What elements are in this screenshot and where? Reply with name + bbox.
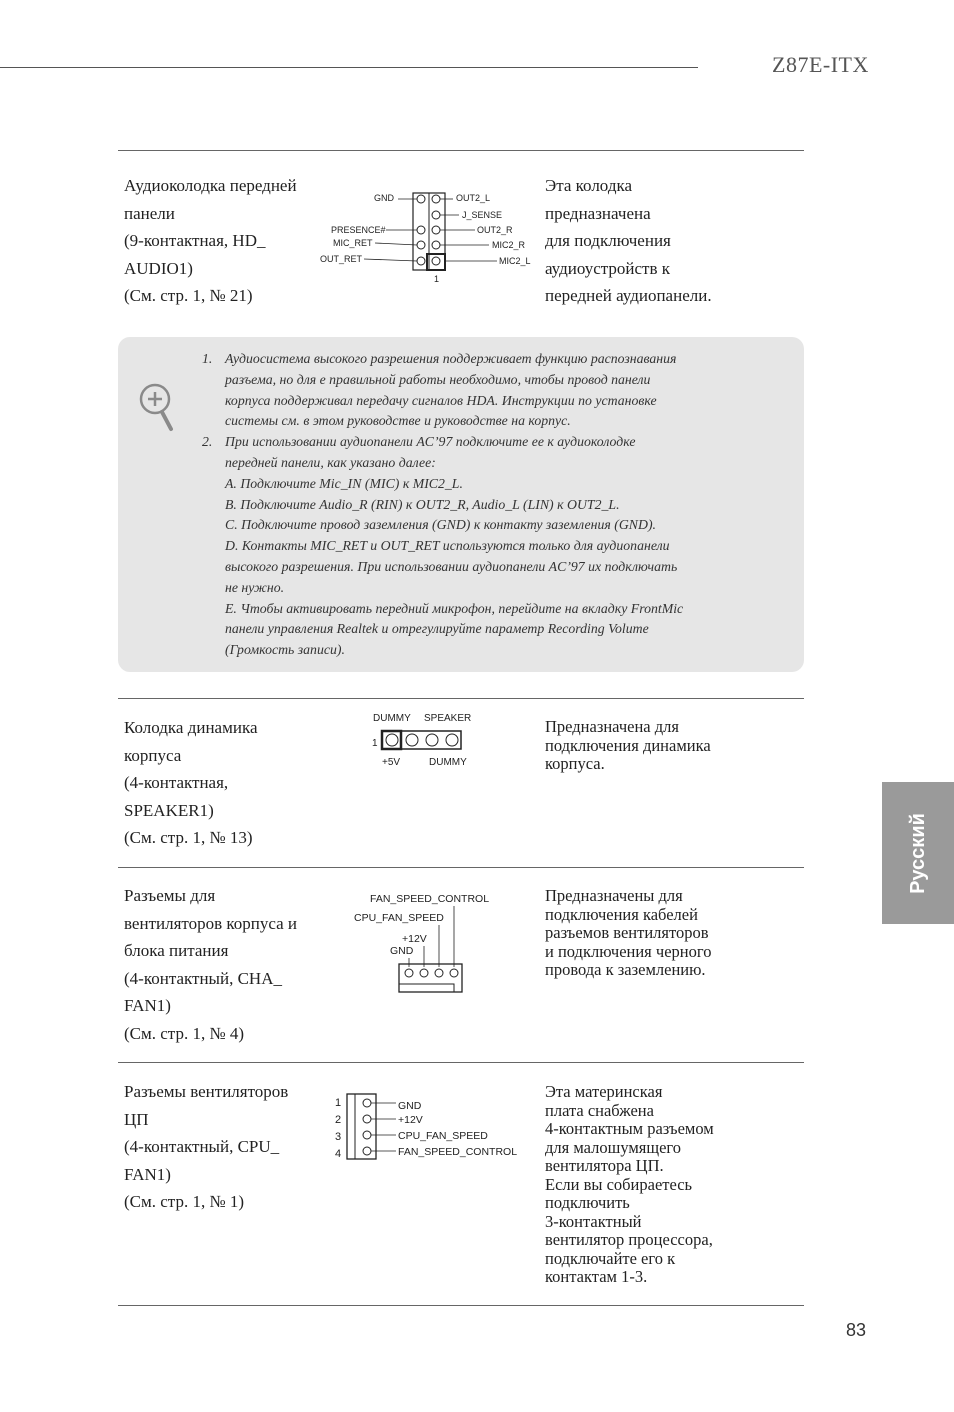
text-line: корпуса. (545, 754, 605, 773)
pin-label-gnd: GND (398, 1100, 422, 1112)
pin-label-12v: +12V (402, 933, 427, 945)
text-line: передней аудиопанели. (545, 286, 712, 306)
pin-label-gnd: GND (390, 945, 414, 957)
note-line: C. Подключите провод заземления (GND) к контакту заземления (GND). (225, 517, 656, 533)
pin-label-cpu-fan-speed: CPU_FAN_SPEED (354, 912, 444, 924)
text-line: Предназначена для (545, 717, 679, 736)
pin-label-out2-r: OUT2_R (477, 225, 513, 235)
text-line: подключения кабелей (545, 904, 698, 924)
text-line: (4-контактный, CHA_ (124, 968, 282, 988)
pin (432, 226, 440, 234)
pin-number: 1 (335, 1097, 342, 1109)
pin-label-speaker: SPEAKER (424, 713, 472, 724)
text-line: блока питания (124, 941, 229, 961)
pin-label-dummy: DUMMY (373, 713, 411, 724)
text-line: для малошумящего (545, 1137, 682, 1157)
text-line: (9-контактная, HD_ (124, 231, 266, 251)
note-item-2 (202, 432, 747, 661)
pin (386, 734, 398, 746)
pin-label-fan-speed-control: FAN_SPEED_CONTROL (398, 1146, 518, 1158)
text-line: вентиляторов корпуса и (124, 913, 298, 933)
text-line: Разъемы для (124, 886, 216, 905)
pin-label-cpu-fan-speed: CPU_FAN_SPEED (398, 1130, 488, 1142)
divider (118, 698, 804, 699)
pin-label-dummy: DUMMY (429, 757, 467, 768)
pin1-number: 1 (434, 274, 440, 284)
note-line: передней панели, как указано далее: (225, 454, 436, 470)
text-line: для подключения (545, 231, 671, 251)
pin (426, 734, 438, 746)
pin-label-j-sense: J_SENSE (462, 210, 503, 220)
divider (118, 1305, 804, 1306)
note-line: высокого разрешения. При использовании аудиопанели AC’97 их подключать (225, 558, 678, 574)
pin (417, 226, 425, 234)
note-line: корпуса поддерживал передачу сигналов HDA. Инструкции по установке (225, 392, 657, 408)
text-line: подключайте его к (545, 1248, 676, 1268)
magnifier-icon (138, 382, 178, 434)
note-item-1 (202, 349, 747, 432)
pin (432, 257, 440, 265)
pin1-number: 1 (372, 738, 378, 749)
page-number: 83 (846, 1320, 867, 1340)
text-line: FAN1) (124, 1164, 171, 1184)
text-line: 3-контактный (545, 1211, 642, 1231)
note-line: B. Подключите Audio_R (RIN) к OUT2_R, Audio_L (LIN) к OUT2_L. (225, 496, 620, 512)
divider (118, 150, 804, 151)
pin-label-gnd: GND (374, 193, 394, 203)
text-line: вентилятор процессора, (545, 1230, 713, 1249)
pin-label-out2-l: OUT2_L (456, 193, 491, 203)
note-line: D. Контакты MIC_RET и OUT_RET используются только для аудиопанели (225, 538, 670, 554)
text-line: вентилятора ЦП. (545, 1156, 664, 1175)
pin (432, 211, 440, 219)
text-line: SPEAKER1) (124, 800, 214, 820)
pin-label-mic-ret: MIC_RET (333, 238, 373, 248)
pin (417, 241, 425, 249)
pin (363, 1131, 371, 1139)
connector-outline (347, 1094, 376, 1159)
text-line: Эта материнская (545, 1082, 663, 1101)
text-line: подключения динамика (545, 735, 711, 755)
pin-label-fan-speed-control: FAN_SPEED_CONTROL (370, 893, 490, 905)
pin-number: 2 (335, 1114, 342, 1126)
text-line: и подключения черного (545, 941, 712, 961)
text-line: Разъемы вентиляторов (124, 1082, 289, 1101)
pin (420, 969, 428, 977)
hd-audio-pin-diagram (316, 186, 538, 288)
pin (417, 257, 425, 265)
speaker-pin-diagram (368, 708, 488, 772)
cpufan-header-title (124, 1078, 334, 1216)
pin-label-12v: +12V (398, 1114, 423, 1126)
note-line: панели управления Realtek и отрегулируйте параметр Recording Volume (225, 621, 649, 637)
pin (432, 241, 440, 249)
chafan-description (545, 887, 780, 980)
text-line: FAN1) (124, 996, 171, 1016)
text-line: (4-контактная, (124, 773, 229, 793)
note-line: A. Подключите Mic_IN (MIC) к MIC2_L. (225, 475, 463, 491)
pin-label-out-ret: OUT_RET (320, 254, 363, 264)
text-line: 4-контактным разъемом (545, 1119, 714, 1138)
pin (406, 734, 418, 746)
note-line: не нужно. (225, 579, 285, 595)
speaker-header-title (124, 714, 334, 852)
connector-outline (382, 731, 461, 749)
header-rule (0, 67, 698, 68)
pin (435, 969, 443, 977)
text-line: корпуса (124, 745, 182, 765)
pin-label-mic2-r: MIC2_R (492, 240, 526, 250)
model-title: Z87E-ITX (772, 52, 869, 77)
divider (118, 1062, 804, 1063)
pin-label-5v: +5V (382, 757, 401, 768)
text-line: подключить (545, 1193, 630, 1212)
text-line: AUDIO1) (124, 258, 193, 278)
pin-number: 4 (335, 1148, 342, 1160)
text-line: (См. стр. 1, № 1) (124, 1192, 245, 1212)
note-line: (Громкость записи). (225, 642, 345, 658)
text-line: панели (124, 203, 175, 223)
text-line: Предназначены для (545, 886, 683, 905)
language-tab (882, 782, 954, 924)
pin (363, 1147, 371, 1155)
text-line: разъемов вентиляторов (545, 923, 709, 942)
text-line: Аудиоколодка передней (124, 176, 297, 195)
pin1-highlight (427, 254, 445, 270)
text-line: (См. стр. 1, № 13) (124, 828, 253, 848)
language-tab-label: Русский (906, 812, 929, 894)
text-line: плата снабжена (545, 1100, 654, 1120)
pin (446, 734, 458, 746)
note-number: 2. (202, 434, 213, 450)
pin (405, 969, 413, 977)
pin-label-presence: PRESENCE# (331, 225, 386, 235)
connector-outline (399, 964, 462, 992)
note-number: 1. (202, 351, 213, 366)
pin (450, 969, 458, 977)
note-line: E. Чтобы активировать передний микрофон, перейдите на вкладку FrontMic (225, 600, 684, 616)
pin-label-mic2-l: MIC2_L (499, 256, 531, 266)
divider (118, 867, 804, 868)
cpu-fan-pin-diagram (330, 1088, 530, 1164)
note-line: При использовании аудиопанели AC’97 подключите ее к аудиоколодке (225, 434, 636, 450)
note-line: разъема, но для е правильной работы необходимо, чтобы провод панели (225, 371, 651, 387)
text-line: Эта колодка (545, 176, 633, 195)
pin (363, 1099, 371, 1107)
pin-number: 3 (335, 1131, 342, 1143)
chafan-header-title (124, 882, 334, 1048)
cha-fan-pin-diagram (350, 888, 510, 998)
note-line: системы см. в этом руководстве и руководстве на корпус. (225, 413, 571, 429)
text-line: (См. стр. 1, № 4) (124, 1023, 245, 1043)
text-line: контактам 1-3. (545, 1267, 648, 1286)
pin (432, 195, 440, 203)
note-line: Аудиосистема высокого разрешения поддерживает функцию распознавания (225, 351, 677, 366)
cpufan-description (545, 1083, 780, 1287)
text-line: аудиоустройств к (545, 258, 671, 278)
speaker-description (545, 718, 780, 774)
text-line: (См. стр. 1, № 21) (124, 286, 253, 306)
text-line: ЦП (124, 1109, 149, 1129)
text-line: (4-контактный, CPU_ (124, 1137, 280, 1157)
text-line: Колодка динамика (124, 718, 258, 737)
note-list (202, 349, 747, 661)
audio-header-title (124, 172, 334, 310)
pin (417, 195, 425, 203)
text-line: Если вы собираетесь (545, 1174, 693, 1194)
audio-description (545, 172, 780, 310)
text-line: провода к заземлению. (545, 960, 706, 979)
text-line: предназначена (545, 203, 651, 223)
pin (363, 1115, 371, 1123)
